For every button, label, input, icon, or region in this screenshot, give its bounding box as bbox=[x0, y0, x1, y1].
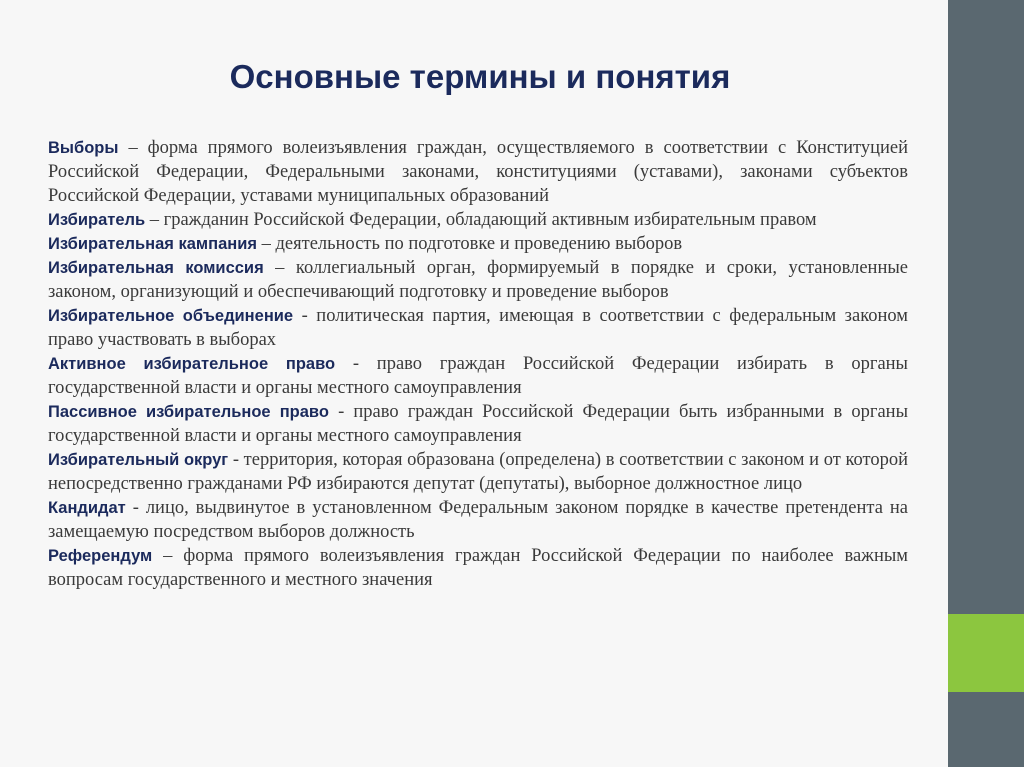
term-name: Избирательная комиссия bbox=[48, 259, 264, 277]
term-name: Избирательный округ bbox=[48, 451, 229, 469]
term-item bbox=[48, 256, 908, 304]
accent-block bbox=[948, 614, 1024, 692]
term-definition: - право граждан Российской Федерации избирать в органы государственной власти и органы местного самоуправления bbox=[48, 354, 908, 398]
term-item bbox=[48, 304, 908, 352]
page-title: Основные термины и понятия bbox=[229, 58, 731, 95]
term-definition: - право граждан Российской Федерации быть избранными в органы государственной власти и органы местного самоуправления bbox=[48, 402, 909, 446]
term-item bbox=[48, 352, 908, 400]
term-definition: - территория, которая образована (определена) в соответствии с законом и от которой непосредственно гражданами РФ избираются депутат (депутаты), выборное должностное лицо bbox=[48, 450, 908, 494]
term-name: Избиратель bbox=[48, 211, 146, 229]
term-name: Кандидат bbox=[48, 499, 126, 517]
term-name: Активное избирательное право bbox=[48, 355, 336, 373]
term-name: Референдум bbox=[48, 547, 153, 565]
term-item bbox=[48, 136, 908, 208]
term-item bbox=[48, 448, 908, 496]
term-definition: - политическая партия, имеющая в соответствии с федеральным законом право участвовать в выборах bbox=[48, 306, 909, 350]
term-definition: – форма прямого волеизъявления граждан, осуществляемого в соответствии с Конституцией Российской Федерации, Федеральными законами, конституциями (уставами), законами субъектов Российской Федерации, уставами муниципальных образований bbox=[48, 138, 908, 206]
term-item bbox=[48, 496, 908, 544]
term-name: Избирательная кампания bbox=[48, 235, 257, 253]
term-item bbox=[48, 544, 908, 592]
terms-list bbox=[48, 136, 908, 592]
term-definition: – деятельность по подготовке и проведению выборов bbox=[257, 234, 683, 254]
term-item bbox=[48, 232, 908, 256]
term-name: Избирательное объединение bbox=[48, 307, 294, 325]
term-item bbox=[48, 208, 908, 232]
term-definition: – гражданин Российской Федерации, обладающий активным избирательным правом bbox=[145, 210, 817, 230]
term-item bbox=[48, 400, 908, 448]
term-name: Выборы bbox=[48, 139, 119, 157]
term-definition: – коллегиальный орган, формируемый в порядке и сроки, установленные законом, организующий и обеспечивающий подготовку и проведение выборов bbox=[48, 258, 908, 302]
term-definition: - лицо, выдвинутое в установленном Федеральным законом порядке в качестве претендента на замещаемую посредством выборов должность bbox=[48, 498, 908, 542]
term-definition: – форма прямого волеизъявления граждан Российской Федерации по наиболее важным вопросам государственного и местного значения bbox=[48, 546, 908, 590]
term-name: Пассивное избирательное право bbox=[48, 403, 329, 421]
